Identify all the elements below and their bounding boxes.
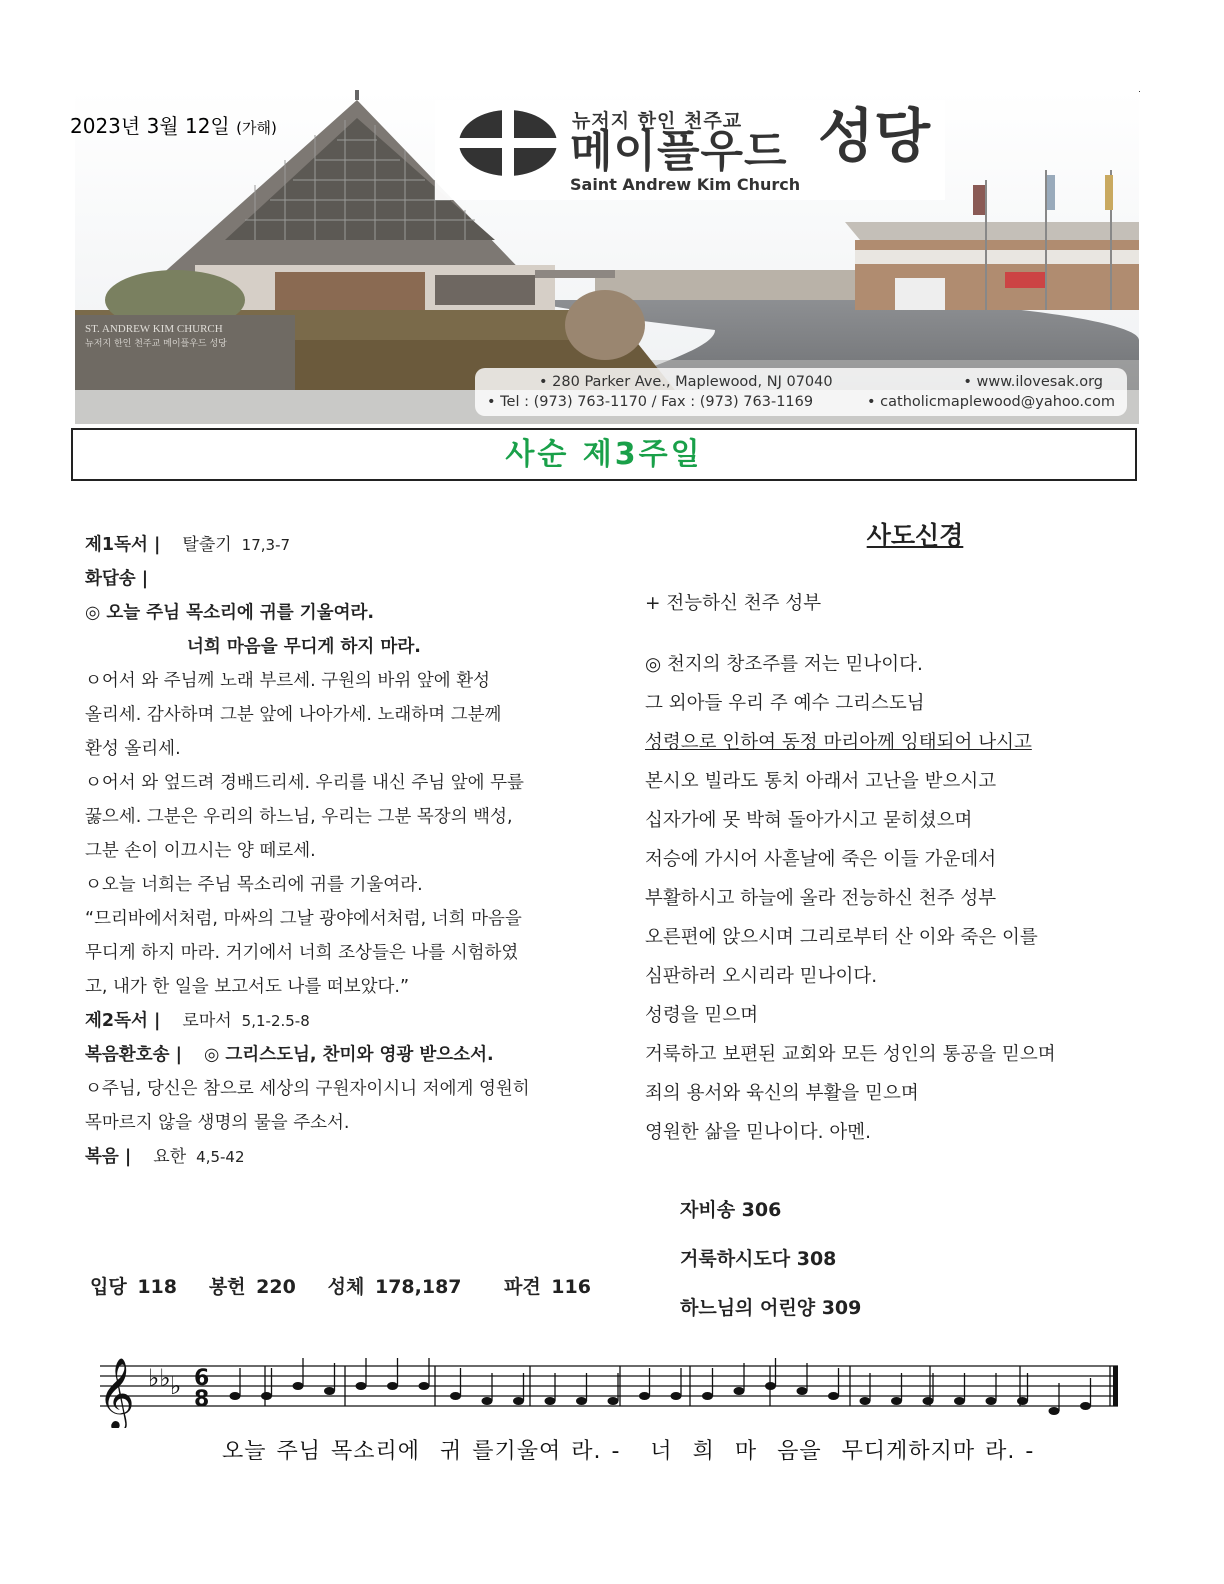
first-reading-label: 제1독서 | xyxy=(85,535,161,555)
music-note xyxy=(230,1392,241,1400)
time-signature-bottom: 8 xyxy=(194,1387,210,1412)
creed-line: 오른편에 앉으시며 그리로부터 산 이와 죽은 이를 xyxy=(645,927,1038,948)
music-note xyxy=(1017,1397,1028,1405)
music-note xyxy=(702,1392,713,1400)
psalm-verse: ㅇ오늘 너희는 주님 목소리에 귀를 기울여라. xyxy=(85,875,423,895)
agnus-dei-hymn: 하느님의 어린양 309 xyxy=(680,1297,862,1319)
first-reading-book: 탈출기 xyxy=(182,535,232,555)
music-note xyxy=(1049,1407,1060,1415)
music-note xyxy=(1080,1402,1091,1410)
logo-english-name: Saint Andrew Kim Church xyxy=(570,175,801,194)
music-note xyxy=(639,1392,650,1400)
kyrie-hymn: 자비송 306 xyxy=(680,1199,782,1221)
flat-sign-icon: ♭ xyxy=(170,1372,182,1400)
hymn-numbers: 입당 118 봉헌 220 성체 178,187 파견 116 xyxy=(90,1276,591,1298)
gospel-ref: 4,5-42 xyxy=(196,1148,245,1166)
psalm-verse: 환성 올리세. xyxy=(85,739,181,759)
psalm-verse: 그분 손이 이끄시는 양 떼로세. xyxy=(85,841,316,861)
psalm-response-1: ◎ 오늘 주님 목소리에 귀를 기울여라. xyxy=(85,603,375,623)
creed-line: 부활하시고 하늘에 올라 전능하신 천주 성부 xyxy=(645,888,997,909)
logo-mark xyxy=(458,108,558,182)
music-note xyxy=(419,1382,430,1390)
music-staff xyxy=(90,1348,1120,1432)
creed-line: 거룩하고 보편된 교회와 모든 성인의 통공을 믿으며 xyxy=(645,1044,1056,1065)
creed-line: 그 외아들 우리 주 예수 그리스도님 xyxy=(645,693,925,714)
second-reading-ref: 5,1-2.5-8 xyxy=(241,1012,310,1030)
sanctus-hymn: 거룩하시도다 308 xyxy=(680,1248,837,1270)
creed-line: 본시오 빌라도 통치 아래서 고난을 받으시고 xyxy=(645,771,997,792)
music-note xyxy=(387,1382,398,1390)
logo-seong: 성당 xyxy=(818,102,931,170)
sunday-title: 사순 제3주일 xyxy=(71,428,1137,481)
website-link[interactable]: • www.ilovesak.org xyxy=(963,374,1103,390)
creed-line: 저승에 가시어 사흗날에 죽은 이들 가운데서 xyxy=(645,849,997,870)
psalm-verse: ㅇ어서 와 엎드려 경배드리세. 우리를 내신 주님 앞에 무릎 xyxy=(85,773,524,793)
gospel-acclamation-verse: 목마르지 않을 생명의 물을 주소서. xyxy=(85,1113,350,1133)
psalm-verse: 올리세. 감사하며 그분 앞에 나아가세. 노래하며 그분께 xyxy=(85,705,502,725)
music-note xyxy=(828,1392,839,1400)
music-note xyxy=(954,1397,965,1405)
music-note xyxy=(261,1392,272,1400)
church-logo-icon xyxy=(458,108,558,178)
contact-info-box xyxy=(475,368,1127,416)
readings-column xyxy=(85,528,605,1174)
gospel-book: 요한 xyxy=(153,1147,187,1167)
psalm-verse: ㅇ어서 와 주님께 노래 부르세. 구원의 바위 앞에 환성 xyxy=(85,671,491,691)
psalm-verse: 무디게 하지 마라. 거기에서 너희 조상들은 나를 시험하였 xyxy=(85,943,519,963)
liturgical-cycle: (가해) xyxy=(236,119,277,137)
treble-clef-icon: 𝄞 xyxy=(98,1356,135,1428)
creed-title: 사도신경 xyxy=(866,521,964,550)
music-note xyxy=(576,1397,587,1405)
psalm-label: 화답송 | xyxy=(85,569,149,589)
address: • 280 Parker Ave., Maplewood, NJ 07040 xyxy=(539,374,833,390)
gospel-acclamation-verse: ㅇ주님, 당신은 참으로 세상의 구원자이시니 저에게 영원히 xyxy=(85,1079,530,1099)
creed-line: 심판하러 오시리라 믿나이다. xyxy=(645,966,878,987)
creed-line: 십자가에 못 박혀 돌아가시고 묻히셨으며 xyxy=(645,810,973,831)
sign-line-2: 뉴저지 한인 천주교 메이플우드 성당 xyxy=(85,339,227,349)
music-note xyxy=(450,1392,461,1400)
email-link[interactable]: • catholicmaplewood@yahoo.com xyxy=(867,394,1115,410)
music-note xyxy=(356,1382,367,1390)
music-note xyxy=(608,1397,619,1405)
logo-subtitle: 뉴저지 한인 천주교 xyxy=(572,110,743,132)
first-reading-ref: 17,3-7 xyxy=(241,536,291,554)
music-note xyxy=(891,1397,902,1405)
creed-line: + 전능하신 천주 성부 xyxy=(645,593,822,614)
psalm-response-2: 너희 마음을 무디게 하지 마라. xyxy=(187,637,421,657)
creed-line: 성령으로 인하여 동정 마리아께 잉태되어 나시고 xyxy=(645,732,1032,753)
music-note xyxy=(482,1397,493,1405)
logo-title: 메이플우드 xyxy=(570,126,788,177)
time-signature-top: 6 xyxy=(194,1366,210,1391)
music-note xyxy=(671,1392,682,1400)
gospel-acclamation-label: 복음환호송 | xyxy=(85,1045,183,1065)
music-note xyxy=(986,1397,997,1405)
gospel-label: 복음 | xyxy=(85,1147,132,1167)
second-reading-book: 로마서 xyxy=(182,1011,232,1031)
music-note xyxy=(797,1387,808,1395)
music-note xyxy=(513,1397,524,1405)
music-note xyxy=(860,1397,871,1405)
music-note xyxy=(293,1382,304,1390)
psalm-melody-notation xyxy=(90,1348,1120,1428)
music-note xyxy=(545,1397,556,1405)
music-note xyxy=(923,1397,934,1405)
music-note xyxy=(734,1387,745,1395)
creed-line: 영원한 삶을 믿나이다. 아멘. xyxy=(645,1122,871,1143)
creed-line: ◎ 천지의 창조주를 저는 믿나이다. xyxy=(645,654,923,675)
psalm-lyrics: 오늘 주님 목소리에 귀 를기울여 라. - 너 희 마 음을 무디게하지마 라. - xyxy=(222,1439,1035,1464)
psalm-verse: “므리바에서처럼, 마싸의 그날 광야에서처럼, 너희 마음을 xyxy=(85,909,522,929)
date-text: 2023년 3월 12일 xyxy=(70,114,230,138)
creed-line: 성령을 믿으며 xyxy=(645,1005,759,1026)
second-reading-label: 제2독서 | xyxy=(85,1011,161,1031)
mass-parts-hymns xyxy=(680,1186,861,1333)
sign-line-1: ST. ANDREW KIM CHURCH xyxy=(85,323,223,335)
music-note xyxy=(324,1387,335,1395)
psalm-verse: 꿇으세. 그분은 우리의 하느님, 우리는 그분 목장의 백성, xyxy=(85,807,513,827)
phone-fax: • Tel : (973) 763-1170 / Fax : (973) 763-1169 xyxy=(487,394,814,410)
creed-line: 죄의 용서와 육신의 부활을 믿으며 xyxy=(645,1083,919,1104)
flat-sign-icon: ♭♭ xyxy=(148,1364,171,1392)
gospel-acclamation-response: ◎ 그리스도님, 찬미와 영광 받으소서. xyxy=(204,1045,494,1065)
psalm-verse: 고, 내가 한 일을 보고서도 나를 떠보았다.” xyxy=(85,977,410,997)
bulletin-date xyxy=(70,110,277,139)
creed-column xyxy=(645,518,1125,1152)
